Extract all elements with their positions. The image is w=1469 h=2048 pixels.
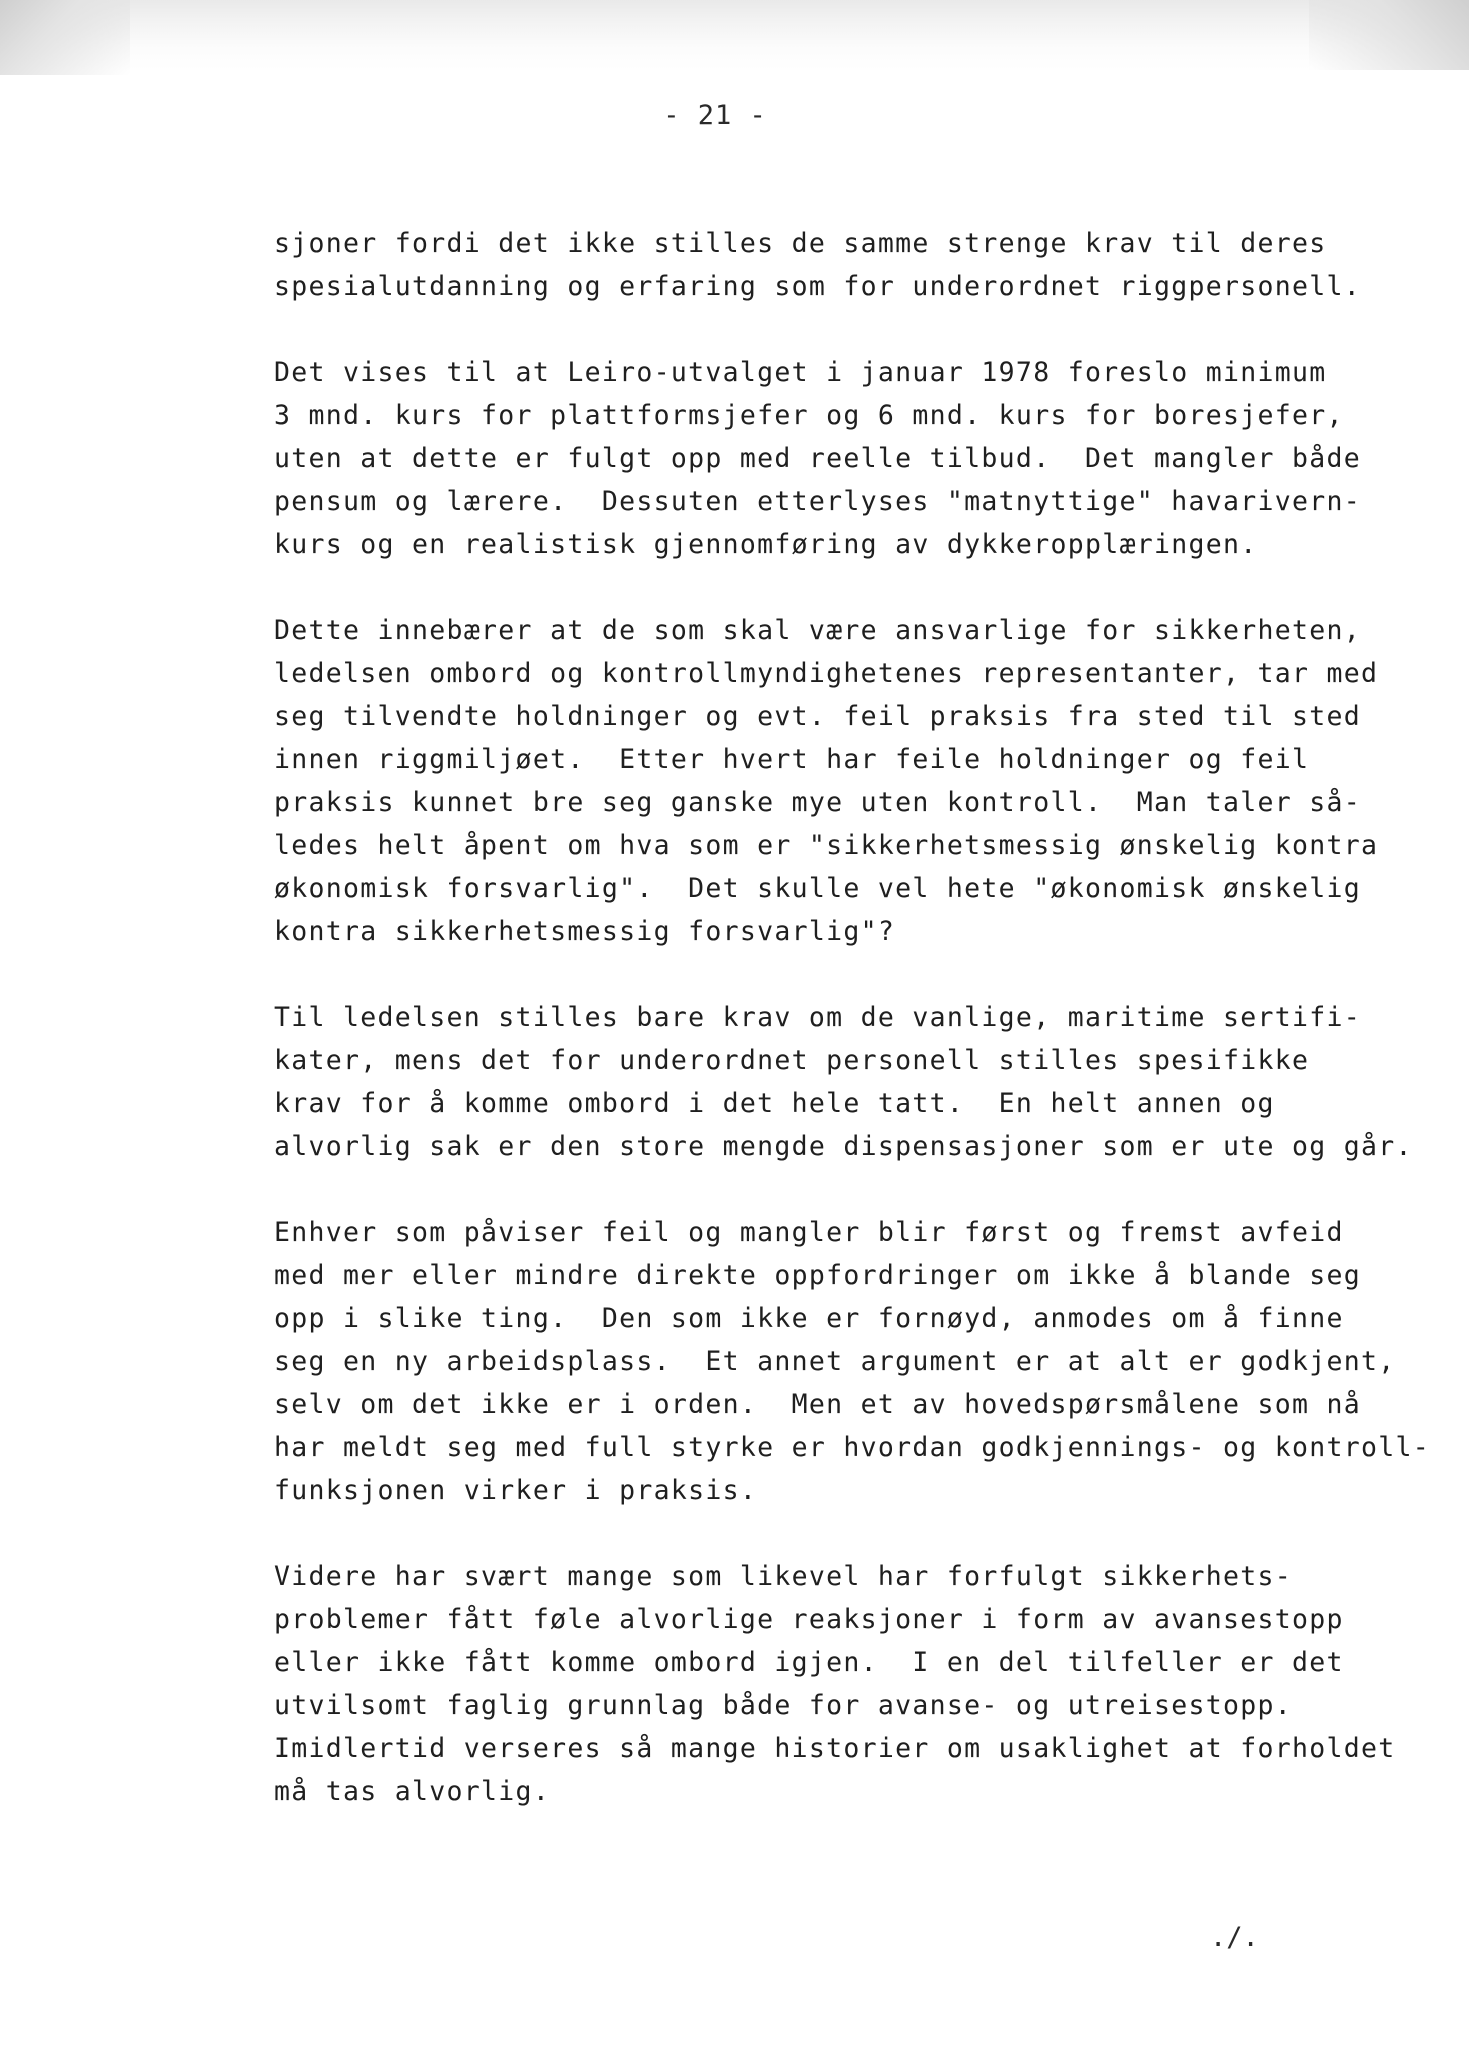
text-line: ledelsen ombord og kontrollmyndighetenes representanter, tar med <box>274 658 1379 689</box>
text-line: alvorlig sak er den store mengde dispensasjoner som er ute og går. <box>274 1131 1413 1162</box>
text-line: Dette innebærer at de som skal være ansvarlige for sikkerheten, <box>274 615 1362 646</box>
text-line: har meldt seg med full styrke er hvordan godkjennings- og kontroll- <box>274 1432 1431 1463</box>
text-line: krav for å komme ombord i det hele tatt. En helt annen og <box>274 1088 1275 1119</box>
text-line: problemer fått føle alvorlige reaksjoner i form av avansestopp <box>274 1604 1344 1635</box>
text-line: innen riggmiljøet. Etter hvert har feile holdninger og feil <box>274 744 1310 775</box>
text-line: ledes helt åpent om hva som er "sikkerhetsmessig ønskelig kontra <box>274 830 1379 861</box>
paragraph <box>274 1211 1464 1512</box>
text-line: kater, mens det for underordnet personell stilles spesifikke <box>274 1045 1310 1076</box>
text-line: 3 mnd. kurs for plattformsjefer og 6 mnd. kurs for boresjefer, <box>274 400 1344 431</box>
text-line: eller ikke fått komme ombord igjen. I en del tilfeller er det <box>274 1647 1344 1678</box>
text-line: utvilsomt faglig grunnlag både for avanse- og utreisestopp. <box>274 1690 1293 1721</box>
text-line: pensum og lærere. Dessuten etterlyses "matnyttige" havarivern- <box>274 486 1362 517</box>
text-line: seg en ny arbeidsplass. Et annet argument er at alt er godkjent, <box>274 1346 1396 1377</box>
paragraph <box>274 351 1464 566</box>
text-line: med mer eller mindre direkte oppfordringer om ikke å blande seg <box>274 1260 1362 1291</box>
text-line: praksis kunnet bre seg ganske mye uten kontroll. Man taler så- <box>274 787 1362 818</box>
body-text <box>274 222 1464 1856</box>
text-line: sjoner fordi det ikke stilles de samme strenge krav til deres <box>274 228 1327 259</box>
text-line: Til ledelsen stilles bare krav om de vanlige, maritime sertifi- <box>274 1002 1362 1033</box>
text-line: opp i slike ting. Den som ikke er fornøyd, anmodes om å finne <box>274 1303 1344 1334</box>
text-line: Enhver som påviser feil og mangler blir først og fremst avfeid <box>274 1217 1344 1248</box>
paragraph <box>274 1555 1464 1813</box>
text-line: Imidlertid verseres så mange historier om usaklighet at forholdet <box>274 1733 1396 1764</box>
page-number: - 21 - <box>663 100 767 131</box>
text-line: selv om det ikke er i orden. Men et av hovedspørsmålene som nå <box>274 1389 1362 1420</box>
text-line: Videre har svært mange som likevel har forfulgt sikkerhets- <box>274 1561 1293 1592</box>
scan-edge-shadow <box>0 0 1469 80</box>
paragraph <box>274 222 1464 308</box>
text-line: spesialutdanning og erfaring som for underordnet riggpersonell. <box>274 271 1362 302</box>
text-line: seg tilvendte holdninger og evt. feil praksis fra sted til sted <box>274 701 1362 732</box>
paragraph <box>274 996 1464 1168</box>
text-line: kontra sikkerhetsmessig forsvarlig"? <box>274 916 896 947</box>
text-line: må tas alvorlig. <box>274 1776 551 1807</box>
continuation-mark: ./. <box>1210 1922 1259 1953</box>
text-line: uten at dette er fulgt opp med reelle tilbud. Det mangler både <box>274 443 1362 474</box>
text-line: kurs og en realistisk gjennomføring av dykkeropplæringen. <box>274 529 1258 560</box>
text-line: økonomisk forsvarlig". Det skulle vel hete "økonomisk ønskelig <box>274 873 1362 904</box>
paragraph <box>274 609 1464 953</box>
text-line: funksjonen virker i praksis. <box>274 1475 758 1506</box>
text-line: Det vises til at Leiro-utvalget i januar 1978 foreslo minimum <box>274 357 1327 388</box>
